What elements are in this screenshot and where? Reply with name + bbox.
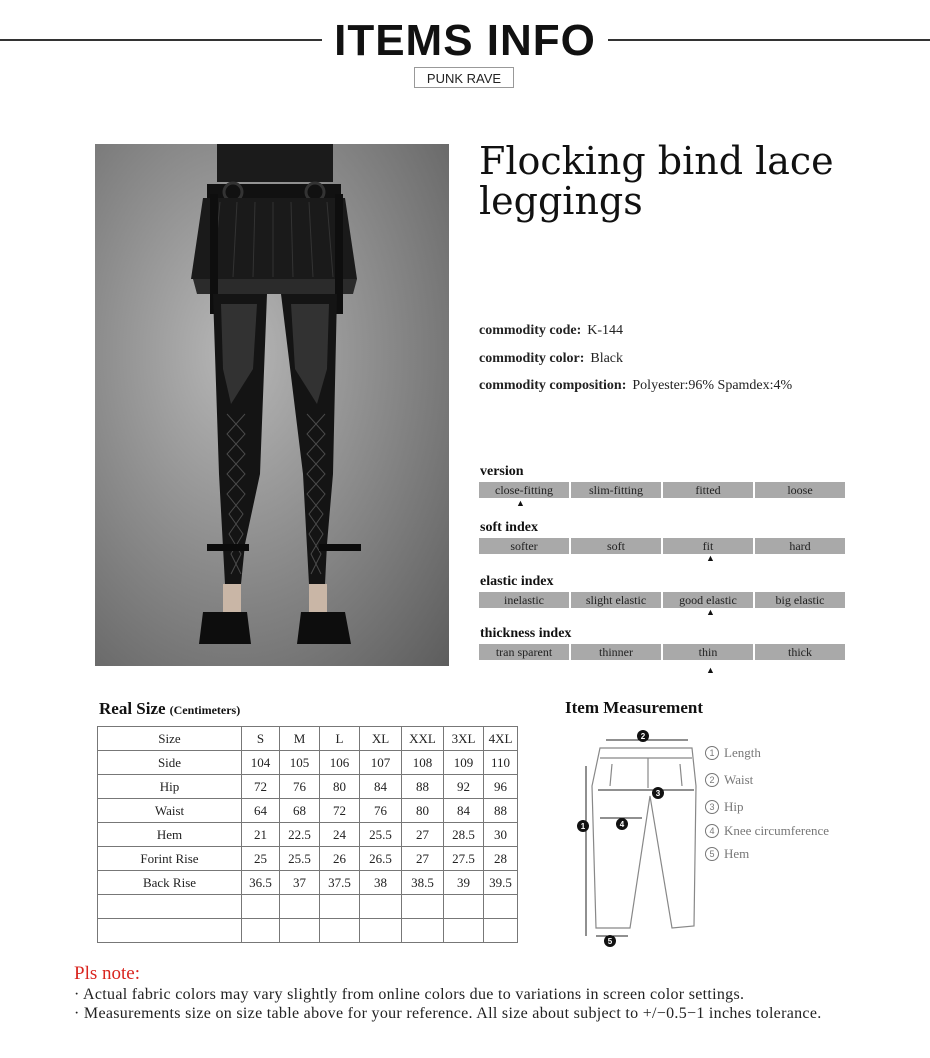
- index-bar-thickness: [479, 644, 845, 660]
- product-photo: [95, 144, 449, 666]
- table-row: [98, 895, 518, 919]
- index-option: hard: [755, 538, 845, 554]
- legend-number: 5: [705, 847, 719, 861]
- table-cell: 64: [242, 799, 280, 823]
- table-cell: 72: [242, 775, 280, 799]
- legend-hip: [705, 799, 744, 815]
- table-cell: 3XL: [444, 727, 484, 751]
- table-row-label: Size: [98, 727, 242, 751]
- table-cell: S: [242, 727, 280, 751]
- table-cell: [360, 895, 402, 919]
- legend-label: Hip: [724, 799, 744, 814]
- table-cell: 96: [484, 775, 518, 799]
- table-cell: 88: [484, 799, 518, 823]
- table-row-label: Hip: [98, 775, 242, 799]
- table-cell: [280, 919, 320, 943]
- index-option: slim-fitting: [571, 482, 661, 498]
- legend-number: 4: [705, 824, 719, 838]
- table-row: [98, 871, 518, 895]
- table-cell: 24: [320, 823, 360, 847]
- index-label-thickness: thickness index: [480, 626, 572, 641]
- table-cell: [320, 895, 360, 919]
- spec-code: [479, 323, 623, 339]
- table-cell: 37.5: [320, 871, 360, 895]
- table-cell: L: [320, 727, 360, 751]
- table-row-label: [98, 919, 242, 943]
- index-option: slight elastic: [571, 592, 661, 608]
- spec-composition-label: commodity composition:: [479, 378, 627, 393]
- table-cell: 38.5: [402, 871, 444, 895]
- measure-marker-4-label: 4: [619, 820, 625, 829]
- spec-color-label: commodity color:: [479, 351, 585, 366]
- index-option: fit: [663, 538, 753, 554]
- legend-hem: [705, 846, 749, 862]
- table-cell: 27.5: [444, 847, 484, 871]
- table-cell: 105: [280, 751, 320, 775]
- spec-code-label: commodity code:: [479, 323, 582, 338]
- table-row: [98, 823, 518, 847]
- table-cell: 108: [402, 751, 444, 775]
- index-option: tran sparent: [479, 644, 569, 660]
- table-cell: [402, 895, 444, 919]
- table-cell: [320, 919, 360, 943]
- note-line: · Actual fabric colors may vary slightly from online colors due to variations in screen color settings.: [74, 986, 745, 1003]
- table-row: [98, 751, 518, 775]
- table-cell: M: [280, 727, 320, 751]
- index-option: thin: [663, 644, 753, 660]
- index-option: inelastic: [479, 592, 569, 608]
- index-option: close-fitting: [479, 482, 569, 498]
- table-cell: 68: [280, 799, 320, 823]
- table-cell: 36.5: [242, 871, 280, 895]
- index-option: fitted: [663, 482, 753, 498]
- table-cell: 28: [484, 847, 518, 871]
- measure-marker-5-label: 5: [607, 937, 613, 946]
- table-cell: 104: [242, 751, 280, 775]
- table-row-label: Back Rise: [98, 871, 242, 895]
- spec-color-value: Black: [590, 351, 624, 366]
- table-row: [98, 799, 518, 823]
- table-cell: [484, 895, 518, 919]
- table-cell: 110: [484, 751, 518, 775]
- table-cell: 37: [280, 871, 320, 895]
- table-cell: 84: [360, 775, 402, 799]
- index-bar-version: [479, 482, 845, 498]
- table-cell: [242, 919, 280, 943]
- table-cell: 27: [402, 823, 444, 847]
- table-cell: [484, 919, 518, 943]
- index-option: thinner: [571, 644, 661, 660]
- table-row-label: Forint Rise: [98, 847, 242, 871]
- measure-marker-1-label: 1: [580, 822, 586, 831]
- table-cell: 38: [360, 871, 402, 895]
- legend-label: Knee circumference: [724, 823, 830, 838]
- size-table-title: [99, 699, 240, 719]
- table-cell: 26: [320, 847, 360, 871]
- table-header-row: [98, 727, 518, 751]
- table-row-label: Waist: [98, 799, 242, 823]
- index-marker-soft: ▲: [706, 553, 715, 563]
- index-option: soft: [571, 538, 661, 554]
- table-cell: XL: [360, 727, 402, 751]
- index-option: good elastic: [663, 592, 753, 608]
- table-cell: 25.5: [280, 847, 320, 871]
- index-bar-soft: [479, 538, 845, 554]
- table-cell: 25.5: [360, 823, 402, 847]
- index-label-version: version: [480, 464, 524, 479]
- table-cell: 80: [402, 799, 444, 823]
- index-label-soft: soft index: [480, 520, 538, 535]
- size-table-title-text: Real Size: [99, 699, 166, 718]
- table-cell: [360, 919, 402, 943]
- table-cell: 76: [280, 775, 320, 799]
- spec-color: [479, 351, 623, 367]
- spec-composition: [479, 378, 792, 394]
- legend-number: 3: [705, 800, 719, 814]
- table-cell: 107: [360, 751, 402, 775]
- table-cell: 25: [242, 847, 280, 871]
- header-title: ITEMS INFO: [334, 16, 596, 65]
- size-table: [97, 726, 518, 943]
- model-illustration: [95, 144, 449, 666]
- legend-number: 1: [705, 746, 719, 760]
- index-label-elastic: elastic index: [480, 574, 554, 589]
- index-marker-thickness: ▲: [706, 665, 715, 675]
- index-option: big elastic: [755, 592, 845, 608]
- index-bar-elastic: [479, 592, 845, 608]
- legend-label: Hem: [724, 846, 750, 861]
- table-cell: 30: [484, 823, 518, 847]
- measure-marker-2-label: 2: [640, 732, 646, 741]
- table-cell: 21: [242, 823, 280, 847]
- table-cell: 109: [444, 751, 484, 775]
- table-cell: [444, 919, 484, 943]
- note-title: Pls note:: [74, 963, 140, 984]
- brand-badge: PUNK RAVE: [414, 67, 514, 88]
- table-cell: XXL: [402, 727, 444, 751]
- table-cell: [402, 919, 444, 943]
- legend-label: Length: [724, 745, 761, 760]
- table-cell: 106: [320, 751, 360, 775]
- table-cell: 4XL: [484, 727, 518, 751]
- table-row: [98, 919, 518, 943]
- legend-knee: [705, 823, 829, 839]
- table-cell: 72: [320, 799, 360, 823]
- measure-marker-3-label: 3: [655, 789, 661, 798]
- spec-code-value: K-144: [587, 323, 624, 338]
- table-cell: [242, 895, 280, 919]
- size-table-unit: (Centimeters): [169, 703, 241, 717]
- product-title: Flocking bind lace leggings: [479, 139, 834, 223]
- table-cell: 92: [444, 775, 484, 799]
- legend-length: [705, 745, 761, 761]
- index-option: thick: [755, 644, 845, 660]
- note-line: · Measurements size on size table above for your reference. All size about subject to +/−0.5−1 inches tolerance.: [74, 1005, 822, 1022]
- table-row: [98, 775, 518, 799]
- table-row-label: Side: [98, 751, 242, 775]
- table-cell: [280, 895, 320, 919]
- table-cell: 39.5: [484, 871, 518, 895]
- legend-waist: [705, 772, 753, 788]
- legend-number: 2: [705, 773, 719, 787]
- table-cell: 76: [360, 799, 402, 823]
- trousers-diagram: [570, 726, 700, 950]
- table-cell: 22.5: [280, 823, 320, 847]
- table-cell: 27: [402, 847, 444, 871]
- index-marker-elastic: ▲: [706, 607, 715, 617]
- index-marker-version: ▲: [516, 498, 525, 508]
- index-option: loose: [755, 482, 845, 498]
- measurement-title: Item Measurement: [565, 698, 704, 717]
- table-row-label: Hem: [98, 823, 242, 847]
- table-cell: [444, 895, 484, 919]
- table-cell: 80: [320, 775, 360, 799]
- legend-label: Waist: [724, 772, 754, 787]
- table-cell: 26.5: [360, 847, 402, 871]
- spec-composition-value: Polyester:96% Spamdex:4%: [632, 378, 793, 393]
- table-row: [98, 847, 518, 871]
- index-option: softer: [479, 538, 569, 554]
- table-cell: 39: [444, 871, 484, 895]
- table-cell: 28.5: [444, 823, 484, 847]
- table-cell: 88: [402, 775, 444, 799]
- table-cell: 84: [444, 799, 484, 823]
- table-row-label: [98, 895, 242, 919]
